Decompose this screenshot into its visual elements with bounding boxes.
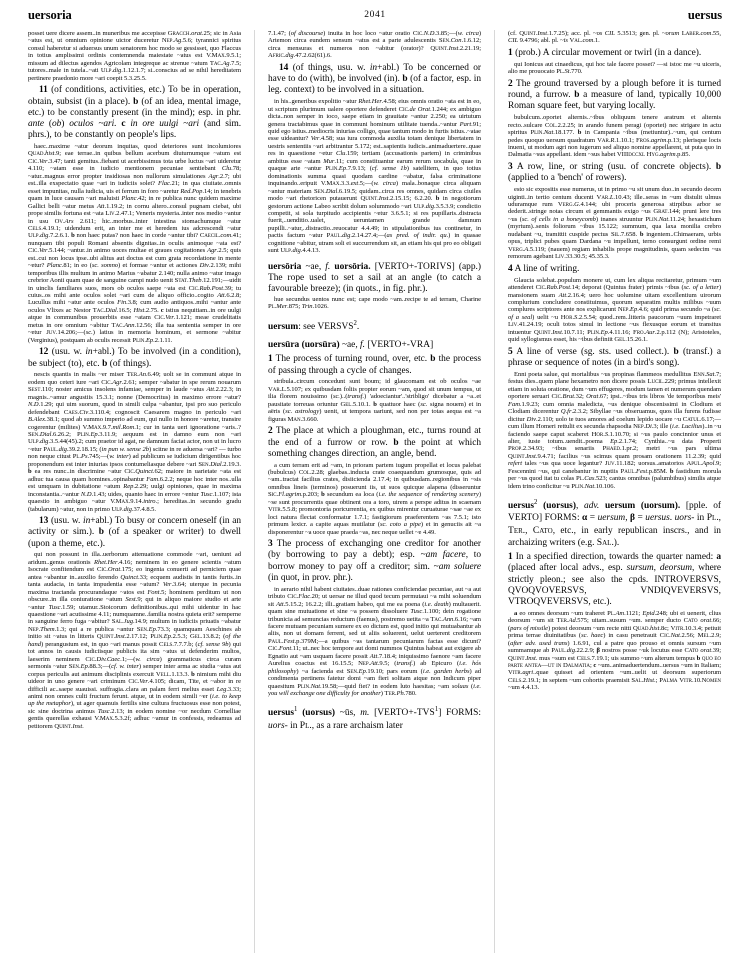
citation-block: Enni poeta salue, qui mortalibus ~us propinas flammeos medullitus Enn.Sat.7; festus dies..quem plane hexametro non dicere possis Lucil.229; primus intellexit etiam in soluta oratione, dum ~um effugeres, modum tamen et numerum quendam oportere seruari Cic.Brut.32; Orat.67; ipsi..~ibus tris libros 'de temporibus meis' Fam.1.9.23; cum omnia maledicta, ~us denique obscenissimi in Clodium et Clodiam dicerentur Q.fr.2.3.2; Sibyllae ~us obseruamus, quos illa furens fudisse dicitur Div.2.110; uolo te tuos amores ad coelum lepido uocare ~u Catul.6.17;—cum illum Homeri rettulit ex secunda rhapsodia Nep.Di.3; ille (i.e. Lucilius)..in ~u faciendo saepe caput scaberet Hor.S.1.10.70; si ~us paulo concinnior unus et alter, iuste totum..uendit..poema Ep.2.1.74; Cynthia..~u data Properti Prop.2.34.93; ~ibus senariis Phaed.1.pr.2; metri ~us pars ultima Quint.Inst.9.4.71; facilius ~us scimus quam prosam orationem 11.2.39; quid refert tales ~us qua uoce legantur? Juv.11.182; uorsus..amatorios Apul.Apol.9; Fescennini ~us, qui canebantur in nuptiis Paul.Fest.p.85M. b fastidium morula per ~us quod itat tu colas Pl.Cas.523; cantus omnibus (palumbibus) similis atque idem trino conficitur ~u Plin.Nat.10.106.	[508, 370, 721, 490]
sense-definition: 13 (usu. w. in+abl.) To busy or concern oneself (in an activity or sim.). b (of a speaker or writer) to dwell (upon a theme, etc.).	[28, 516, 241, 549]
citation-block: esto sic expositis esse numerus, ut in primo ~u sit unum duo..in secundo decem uiginti..in tertio centum ducenti Var.L.10.43; ille..seras in ~um distulit ulmus uduramque rum Verg.G.4.144; ubi proceris generosa stirpibus arbor se dederit..stringe notas circum ei gemmantis exigo ~us Grat.144; pruni lere tres ~us (sc. of cells in a honeycomb) inanes struuntur Plin.Nat.11.24; hexastichum (myrtum)..senis foliorum ~ibus 15.122; summum, qua laxa monilia crebro nudabant ~u, tramittit cuspide pectus Sil.7.658. b ingentem..Chimaeram, urbis opus, triplici pubes quam Dardana ~u impellunt, terno consurgunt ordine remi Verg.A.5.119; (nauem) regiam inhabilis prope magnitudinis, quam sedecim ~us remorum agebant Liv.33.30.5; 45.35.3.	[508, 186, 721, 261]
sense-definition: 11 (of conditions, activities, etc.) To be in operation, obtain, subsist (in a place). b (of an idea, mental image, etc.) to be constantly present (in the mind); esp. in phr. ante (ob) oculos ~ari. c in ore uulgi ~ari (and sim. phrs.), to be constantly on people's lips.	[28, 85, 241, 141]
entry-headword: uersus$^2$ (uorsus), adv. uersum (uorsum). [pple. of VERTO] FORMS: α = uersum, β = uersus. uors- in Pl., Ter., Cato, etc., in early republican inscrs., and in archaizing writers (e.g. Sal.).	[508, 499, 721, 548]
entry-headword: uersūra (uorsūra) ~ae, f. [VERTO+-VRA]	[268, 340, 434, 351]
citation-block: posset uere dicere assem..in muneribus me accepisse Gracch.orat.25; sic in Asia ~atus est, ut omnium opinione uictor duceretur Nep.Ag.5.6; tyrannici spiritus consul haberetur si aduersus unum senatorem hoc modo se gessisset, quo Flaccus in totius amplissimi ordinis contemnenda maiestate ~atus est V.Max.9.5.1; missum ad dilectus agendos Agricolam integreque ac strenue ~atum Tac.Ag.7.5; tutores..male in tutela..~ati Ulp.dig.1.12.1.7; si..conscius ad se nihil hereditatem pertinere praedonio more ~ari coepit 5.3.25.5.	[28, 30, 241, 82]
sense-definition: 4 A line of writing.	[508, 263, 580, 274]
citation-block: hue secundus uentos nunc est; cape modo ~am..recipe te ad terram, Charine Pl.Mer.875; Trin.1026.	[268, 295, 481, 311]
citation-block: nescis quantis in malis ~er miser Ter.An.6.49; uolt se in communi atque in eodem quo ceteri iure ~ari Cic.Agr.2.61; semper ~abatur in spe rerum nouarum Sest.110; noster amicus insolens infamiae, semper in laude ~atus Att.2.22.3; in magnis..~amur angustiis 15.3.1; nonne (Democritus) in maximo errore ~atur? N.D.1.29; qui uim suorum, quod in simili culpa ~abantur, ipsi pro suo periculo defendebant Caes.Civ.3.110.4; cognoscit Caesarem magno in periculo ~ari B.Alex.38.1; quod ab summo imperio ad eum, qui nullo in honore ~aretur, transire cogerentur (milites) V.Max.9.7.mil.Rom.1; cur in tanta ueri ignoratione ~aris..? Sen.Dial.6.26.2; Plin.Ep.3.11.9; aequum est in damno eum non ~ari Ulp.dig.3.5.44(45).2; cum praetor id agat, ne damnum faciat actor, non ut in lucro ~etur Paul.dig.39.2.18.15; (in pun w. sense 2b) scitne in re aduersa ~ari? — turbo non neque citust Pl.Ps.745;—(w. inter) ad publicum se iudicium dirigentibus hoc proponendum est inter iniurias ipsos contumeliasque debere ~ari Sen.Dial.2.19.3. b ea res nunc..in discrimine ~atur Cic.Quinct.62; maiore in uarietate ~ata est adhuc tua causa quam homines..opinabantur Fam.6.2.2; neque hoc inter nos..ulla est umquam in dubitatione ~atum Rep.2.29; uulgi opiniones, quae in maxima inconstantia..~antur N.D.1.43; uides, quanto haec in errore ~entur Tusc.1.107; ista quaestio in ambiguo ~atur V.Max.9.14.intro.; hereditas..in secundo gradu (tabularum) ~atur, non in primo Ulp.dig.37.4.8.5.	[28, 371, 241, 513]
running-head-right: uersus	[687, 8, 722, 22]
sense-definition: 1 In a specified direction, towards the quarter named: a (placed after local advs., esp. sursum, deorsum, where strictly pleon.; see also the cpds. INTROVERSVS, QVOQVOVERSVS, VNDIQVEVERSVS, VTROQVEVERSVS, etc.).	[508, 552, 721, 608]
citation-block: a cum terram erit ad ~am, in prioram partem iugum propellat et locus palebat (bubulcus) Col.2.28; glaebas..inducta crate coaequandum grumosque, quis ad ~am..tractat facilius crates, disiicienda 2.17.4; in quibusdam..regionibus in ~sis omnibus lineis (terminos) posuerunt iis, ut suos quicque alapena (disseruntur Sic.Fl.agrim.p.203; b secundum ea loca (i.e. the sequence of rendering scenery) ~se sunt procurrentis quae obtinent ora a toro, uirem a perspe aditus in scaenam Vitr.5.5.8; promontoria poricurrentia, ex quibus mirentur curuaturae ~sae ~ae ex loci natura flectat conformatur 1.7.1; fastigiorum praeferentem ~as 7.5.1; isto primum lexicr. a capite aquas mutilatur (sc. coto a pipe) et in genuciis ait ~a disponerentur ~a uoce quae praeda ~as, nec neque uellet ~e 4.49.	[268, 461, 481, 536]
sense-definition: 3 The process of exchanging one creditor for another (by borrowing to pay a debt); esp. ~am facere, to borrow money to pay off a creditor; sim. ~am soluere (in quot, in prov. phr.).	[268, 539, 481, 583]
column-right-body	[508, 30, 721, 953]
sense-definition: 5 A line of verse (sg. sts. used collect.). b (transf.) a phrase or sequence of notes (in a bird's song).	[508, 346, 721, 369]
sense-definition: 3 A row, line, or string (usu. of concrete objects). b (applied to a 'bench' of rowers).	[508, 162, 721, 184]
citation-block: (cf. Quint.Inst.1.7.25); acc. pl. ~os CIL 5.3513; gen. pl. ~orum Laber.com.55, CIL 9.4796; abl. pl. ~is Val.com.1.	[508, 30, 721, 45]
citation-block: haec..maxime ~atur deorum inquitas, quod deteriores sunt incolumiores Quad.hist.9; eae terrae..in quibus bellum acerbum diuturnumque ~atum est Cic.Ver.3.47; tanti gemitus..fiebant ut acerbissimus tota urbe luctus ~ari uideretur 4.110; ~atam esse in iudicio mentionem pecuniae sentiebant Clu.78; ~atur..magnus error propter insidiosas non nullorum simulationes Agr.2.7; ubi est..illa exspectatio quae ~ari in iudiciis solet? Flac.21; in qua ciuitate..omnis esset impunitas, nulla iudicia, uis et ferrum in foro ~aretur Red.Pop.14; in tenebris quam in luce causam ~ari maluisti Planc.42; in re publica nunc quidem maxime Gallici belli ~atur metus Att.1.19.2; in cornu altero..consul pugnam ciebat, ubi prope similis fortuna est ~ata Liv.2.47.1; Veneris mysteria..inter nos medio ~antur in usu Ov.Ars 2.611; hic..morbus..inter intestina stomachumque ~atur Cels.4.19.1; uidendum erit, an inter me et heredem ius adcrescendi ~atur Ulp.dig.7.2.6.1. b non haec putas? non haec in corde ~antur tibi? Caecil.com.41; nunquam tibi populi Romani absentis dignitas..in oculis animoque ~ata est? Cic.Ver.5.144; ~antur..in animo uoces multae et graues cogitationes Agr.2.5; quis est..cui non locus ipse..ubi alitus aut doctus est cum grata recordatione in mente ~etur? Planc.81; in eo (sc. somno) et formae ~antur et actiones Div.2.139; mihi temporibus illis multum in animo Marius ~abatur 2.140; nulla animo ~atur imago crebrior Aonii quam quae de sanguine campi nudo uenit Stat.Theb.12.191;—uidit in uinclis familiares suos, mors ob oculos saepe ~ata est Cic.Rab.Post.39; tu cuius..os mihi ante oculos solet ~ari cum de aliquo officio..cogito Att.6.2.8; Lucullus mihi ~atur ante oculos Fin.3.8; cum audio antiquos..mihi ~antur ante oculos Vlixes ac Nestor Tac.Dial.16.5; Hist.2.75. c istius nequitiam..in ore uulgi atque in communibus prouerbiis esse ~atam Cic.Ver.1.121; meae crudelitatis metus in ore omnium ~abitur Tac.Ann.12.56; illa tua sententia semper in ore ~etur Juv.14.206;—(sc.) latius in memoria hominum, et sermone ~abitur (Verginius), postquam ab oculis recessit Plin.Ep.2.1.11.	[28, 142, 241, 344]
column-right	[494, 30, 721, 953]
citation-block: in his..generibus expolitio ~atur Rhet.Her.4.58; eius omnis oratio ~ata est in eo, ut scriptum plurimum ualere oportere defenderet Cic.de Orat.1.244; ex ambiguo dicta..non semper in ioco, saepe etiam in grauitate ~antur 2.250; ea uirtutum genera tractabimus quae in communi hominum utilitate tuenda..~antur Part.91; quid ego istius..mediocris iniurias colligo, quae tantum modo in furtis istius..~atae esse uideantur? Ver.4.58; sua iura commoda auxilia totam denique libertatem in uestris sententiis ~ari arbitrantur 5.172; est..sapientis iudicis..animaduertere..quae res in quaestione ~etur Clu.159; tertiam (accusationis partem) in criminibus ambitus esse ~atam Mur.11; cum constituantur earum rerum uocabula, quae in quaque arte ~antur Plin.Ep.7.9.13; (cf. sense 1b) satellitem, in quo totius dominationis summa quasi quodam cardine ~abatur, falsa criminatione inquinando..eripuit V.Max.3.3.ext.5;—(w. circa) mala..bonaque circa aliquam ~antur materiam Sen.Dial.6.19.5; quidam..circa res omnes, quidam circa ciuiles modo ~ari rhetoricen putauerunt Quint.Inst.2.15.15; 6.2.20. b in negotiorum gestorum actione Labeo scribit dolum solummodo ~ari Ulp.dig.3.5.3.9; condictio competit, si sola turpitudo accipientis ~etur 3.6.5.1; si res pupillaris..distracta fuerit,..uenditio..ualet, ueruntamen grande damnum pupilli..~atur,..distractio..reuocatur 4.4.49; in stipulationibus ius continetur, in pactis factum ~atur Paul.dig.2.14.27.4;—(as pred. of indir. qu.) in quasae cognitione ~abitur, utram soli ei succurrendum sit, an etiam his qui pro eo obligati sunt Ulp.dig.4.4.13.	[268, 98, 481, 255]
citation-block: Glaucia solebat..populum monere ut, cum lex aliqua recitaretur, primum ~um attenderet Cic.Rab.Post.14; deporat (Quintus frater) primis ~ibus (sc. of a letter) mansionem suam Att.2.16.4; uero hoc uolumine uitam excellentium uirorum complurium concludere constituimus, quorum separatim multis milibus ~uum complures scriptores ante nos explicarunt Nep.Ep.4.6; quid prima secundo ~a (sc. of a seal) uelit ~u Hor.S.2.5.54; quod..rem..litteris paucorum ~uum impetraret Liv.41.24.19; oculi totos simul in lectione ~us flexusque eorum et transitus intuentur Quint.Inst.10.7.11; Plin.Ep.4.11.16; Fro.Aur.2.p.112 (N); Aristoteles, quid syllogismus esset, his ~ibus definiit Gel.15.26.1.	[508, 276, 721, 344]
citation-block: bubulcum..oportet alternis..~ibus obliquum tenere aratrum et alternis recto..sulcare Col.2.2.25; in arando funem peragi (oportet) nec strigare in actu spiritus Plin.Nat.18.177. b in Campania ~ibus (metiuntur)..~um, qui centum pedes quoquo uersum quadratum Var.R.1.10.1; Fros.agrim.p.13; plerisque locis inueni, ut modum agri non iugerum sed aliquo nomine appellarent, ut puta quo in Dalmatia ~sus appellant. idem ~sus habet VIIIdccxl Hyg.agrim.p.85.	[508, 114, 721, 159]
page-number: 2041	[364, 10, 386, 20]
citation-block: in aerario nihil habent ciuitates..duae rationes conficiendae pecuniae, aut ~a aut tributo Cic.Flac.20; ut uersar ne illud quod tecum permutaui ~a mihi soluendum sit Att.5.15.2; 16.2.2; illi..gratiam habeo, qui me ea poena (i.e. death) multauerit. quam sine mutuatione et sine ~a possem dissoluere Tusc.1.100; dein rogatione tribunicia ad semuncias reductum (faenus), postremo uetita ~a Tac.Ann.6.16; ~am facere mutuam pecuniam sumere ex eo dictum est, quod initio qui mutuabantur ab aliis, non ut domam ferrent, sed ut aliis soluerent, uelut uerterent creditorem Paul.Fest.p.379M;—a quibus ~as tantarum pecuniarum factas esse dicunt? Cic.Font.11; ut..nec hoc tempore aut domi nummos Quintus habeat aut exigere ab Egnatio aut ~am usquam facere possit Att.7.18.4; iniquissimo faenore ~am facere Aurelius coactus est 16.15.5; Nep.Att.9.5; (transf.) ab Epicuro (i.e. hós philosophy) ~a facienda est Sen.Ep.19.10; pars eorum (i.e. garden herbs) ad condimenta pertinens fatetur domi ~am fieri solitam atque non Indicum piper quaesitum Plin.Nat.19.58;—quid fiet? in eodem luto haesitas; ~am soluas (i.e. you will exchange one difficulty for another) Ter.Ph.780.	[268, 585, 481, 698]
column-left-body	[28, 30, 241, 953]
citation-block: qui Ionicus aut cinaedicus, qui hoc tale facere posset? —si istoc me ~u uiceris, alio me prouocato Pl.St.770.	[508, 60, 721, 76]
sense-definition: 1 (prob.) A circular movement or twirl (in a dance).	[508, 48, 702, 59]
sense-definition: 12 (usu. w. in+abl.) To be involved (in a condition), be subject (to), etc. b (of things).	[28, 347, 241, 369]
entry-headword: uersus$^1$ (uorsus) ~ūs, m. $[VERTO+-TVS^1]$ FORMS: uors- in Pl., as a rare archaism later	[268, 706, 481, 731]
running-head-left: uersoria	[28, 8, 72, 22]
sense-definition: 1 The process of turning round, over, etc. b the process of passing through a cycle of changes.	[268, 354, 481, 376]
column-left	[28, 30, 241, 953]
sense-definition: 2 The ground traversed by a plough before it is turned round, a furrow. b a measure of land, typically 10,000 Roman square feet, but varying locally.	[508, 78, 721, 112]
column-middle-body	[268, 30, 481, 953]
citation-block: a eo omnes deorsum ~um traheret Pl.Am.1121; Epid.248; ubi ei uenerit, clius deorsum ~um sit Ter.Ad.575; uitam..susum ~um. semper ducto Cato orat.66; (pars of missile) potest deorsum ~um recte nitti Quad.hist.8c; Vitr.10.3.4; petiuit prima terrae diuinitatibus (sc. haec) in casu penetrauit Cic.Nat.2.56; Mel.2.9; (after adv. used trans) 1.6.91, cul a patre quo prouso et omnis sursum ~um summamque ab Paul.dig.22.2.9; β nostros posse ~uk locutus esse Cato orat.39; Quint.Inst. mus ~sum est Cels.7.19.1; uis summo ~um alterum tempus b quo eo parte antea—ut in Dalmatia; c ~um..animaduertendum..uersus ~um in Italiam; Vitr.agri..quae quisset ad orientem ~um..uelit ut deorsum superiorum Cels.2.19.1; in septem ~um cohortis praemisit Sal.Hist.; Palma Vitr.10.Nomen ~um 4.4.13.	[508, 609, 721, 692]
sense-definition: 14 (of things, usu. w. in+abl.) To be concerned or have to do (with), be involved (in). b (of a factor, esp. in leg. context) to be involved in a situation.	[268, 63, 481, 96]
column-container	[28, 30, 722, 953]
column-middle	[254, 30, 481, 953]
citation-block: stribula..circum concedunt sunt boum; id glaucomam est ob oculos ~ae Var.L.5.107; ex quibusdam foliis propter eorum ~am, quod sit unum tempus, ut ilia florem nouissimo (sc.)..(transf.) 'adoeciantur'..'stribligo' dicebatur a ~a..et pausitate torreuas oriuntur Gel.5.10.1. b quattuor haec (sc. signa nouem) et in aëris (sc. astrology) uenit, ut tempora uariunt, sed non per totas aequa est ~a figuras Man.3.660.	[268, 378, 481, 423]
citation-block: qui non possunt in illa..uerborum attenuatione commode ~ari, ueniunt ad aridum..genus orationis Rhet.Her.4.16; neminem in eo genere scientis ~atum Isocrate confitendum est Cic.Orat.175; eo ingenia conuerti ad perniciem quae antea ~abantur in..auxilio ferendo Quinct.33; ecquem audistis in tantis furtis..in tanta audacia, in tanta impudentia esse ~atum? Ver.3.64; uterque in pecunia maxima tractanda procurandaque ~atos est Font.5; hominem perditum ut non obscure..in illa coniuratione ~atum Sest.9; qui in aliquo maiore studio et arte ~antur Tusc.1.59; utamur..Stoicorum definitionibus..qui mihi uidentur in hac quaestione ~ari acutissime 4.11; numquamne..familia nostra quieta erit? semperne in sanguine ferro fuga ~abitur? Sal.Jug.14.9; multum in iudiciis priuatis ~abatur Nep.Them.1.3; qui a re publica ~antur Sen.Ep.73.3; quamquam Aeschines ab initio sit ~atus in litteris Quint.Inst.2.17.12; Plin.Ep.2.5.3; Gel.13.8.2; (of the hand) perangustum est, in quo ~ari manus possit Cels.7.7.7.b; (cf. sense 9b) qui tot annos in causis iudiciisque publicis ita sim ~atus ut defenderim multos, laeserim neminem Cic.Div.Caec.1;—(w. circa) grammaticus circa curam sermonis ~atur Sen.Ep.88.3;—(cf. w. inter) semper inter arma ac studia ~atus aut corpus periculis aut animum disciplinis exercuit Vell.1.13.3. b nimium mihi diu uideor in uno genere ~ari criminum Cic.Ver.4.105; dicam, Tite, et ~abor in re difficili ac..saepe suauissi. suffragia..clara an palam ferri melius esset Leg.3.33; animi non omnes culti fructum ferunt. atque, ut in eodem simili ~er (i.e. to keep up the metaphor), ut ager quamuis fertilis sine cultura fructuosus esse non potest, sic sine doctrina animus Tusc.2.13; in eodem nomine ~or necdum Cornelliae gentis querellas exhausi V.Max.5.3.2f; adhuc ~amur in confessis, redeamus ad petitorem Quint.Inst.	[28, 551, 241, 730]
citation-block: 7.1.47; (of discourse) inuita in hoc loco ~atur oratio Cic.N.D.3.85;—(w. circa) Artemon circa eundem sensum ~atus est a parte adulescentis Sen.Con.1.6.12; circa mensuras et numeros non ~abitur (orator)? Quint.Inst.2.21.19; Afric.dig.47.2.62(61).6.	[268, 30, 481, 60]
sense-definition: 2 The place at which a ploughman, etc., turns round at the end of a furrow or row. b the point at which something changes direction, an angle, bend.	[268, 426, 481, 459]
entry-headword: uersōria ~ae, f. uorsōria. [VERTO+-TORIVS] (app.) The rope used to set a sail at an angle (to catch a favourable breeze); (in quots., in fig. phr.).	[268, 261, 481, 295]
entry-headword: uersum: see VERSVS$^2$.	[268, 319, 360, 332]
running-head	[28, 8, 722, 26]
